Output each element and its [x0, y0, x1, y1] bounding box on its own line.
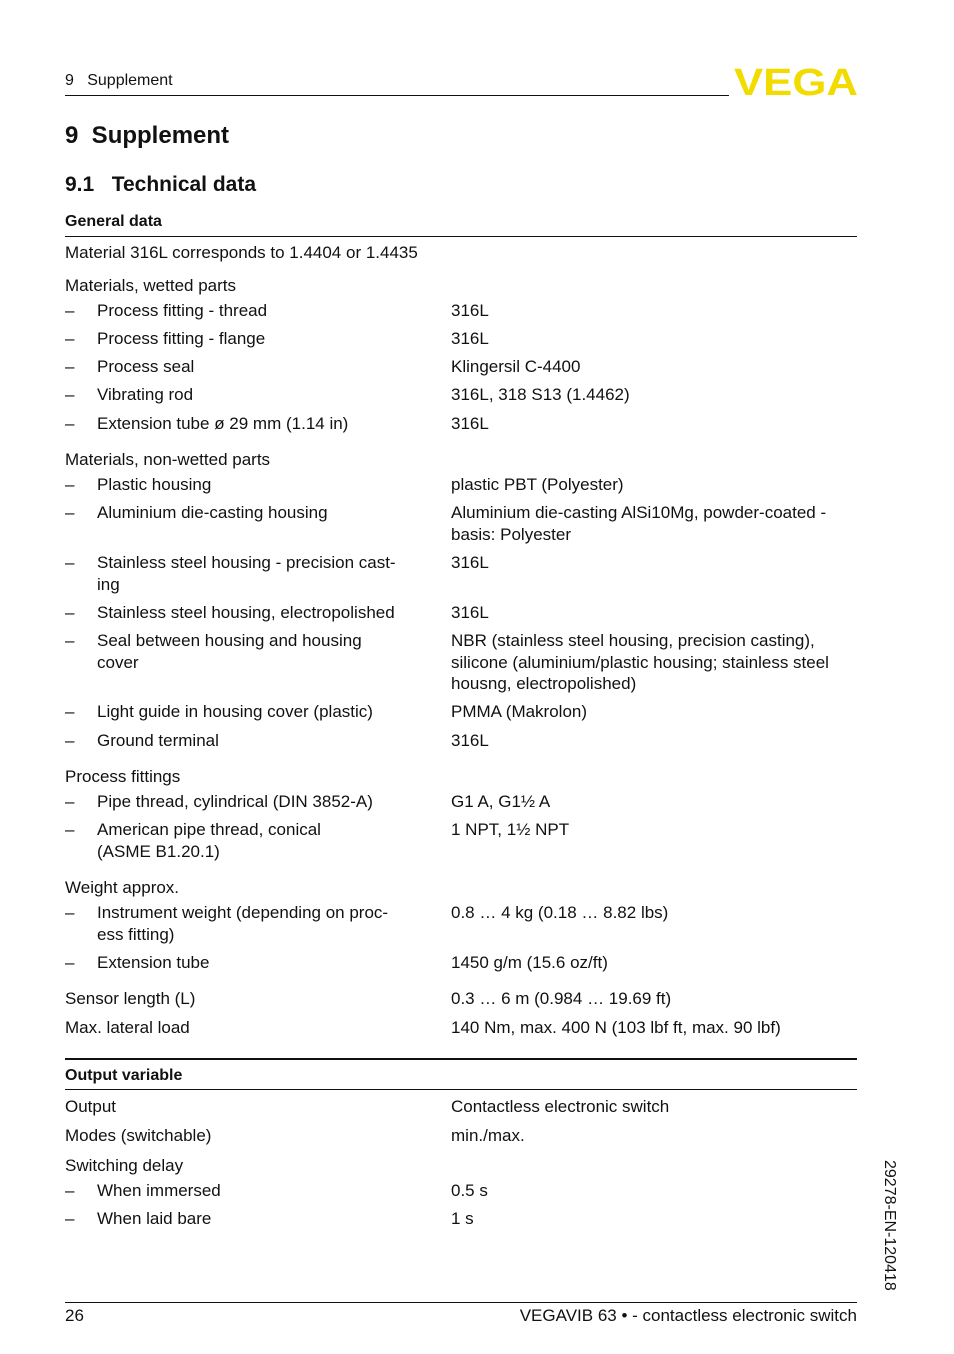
weight-label: Weight approx.: [65, 878, 180, 897]
item-label: Extension tube ø 29 mm (1.14 in): [97, 414, 349, 433]
dash: –: [65, 475, 75, 494]
item-label: Process fitting - thread: [97, 301, 268, 320]
item-label: Vibrating rod: [97, 385, 194, 404]
item-value: 316L: [451, 329, 489, 348]
item-label: Ground terminal: [97, 731, 219, 750]
wetted-parts-label: Materials, wetted parts: [65, 276, 237, 295]
item-value: 316L: [451, 603, 489, 622]
dash: –: [65, 792, 75, 811]
item-value: plastic PBT (Polyester): [451, 475, 624, 494]
item-value: 316L, 318 S13 (1.4462): [451, 385, 630, 404]
item-label: Stainless steel housing, electropolished: [97, 603, 395, 622]
dash: –: [65, 1209, 75, 1228]
item-value: 0.8 … 4 kg (0.18 … 8.82 lbs): [451, 903, 669, 922]
non-wetted-parts-label: Materials, non-wetted parts: [65, 450, 271, 469]
item-value: 1450 g/m (15.6 oz/ft): [451, 953, 608, 972]
item-value: 1 NPT, 1½ NPT: [451, 820, 570, 839]
footer-product: VEGAVIB 63 • - contactless electronic switch: [519, 1306, 857, 1325]
material-note: Material 316L corresponds to 1.4404 or 1.4435: [65, 243, 418, 262]
process-fittings-label: Process fittings: [65, 767, 181, 786]
item-value: G1 A, G1½ A: [451, 792, 551, 811]
dash: –: [65, 603, 75, 622]
dash: –: [65, 301, 75, 320]
dash: –: [65, 503, 75, 522]
general-data-rule: [65, 236, 857, 237]
item-label: Stainless steel housing - precision cast- ing: [97, 553, 396, 594]
chapter-title: 9 Supplement: [65, 122, 230, 149]
item-label: Aluminium die-casting housing: [97, 503, 328, 522]
dash: –: [65, 414, 75, 433]
item-label: Pipe thread, cylindrical (DIN 3852-A): [97, 792, 373, 811]
dash: –: [65, 385, 75, 404]
sensor-length-value: 0.3 … 6 m (0.984 … 19.69 ft): [451, 989, 672, 1008]
output-section-top-rule: [65, 1058, 857, 1060]
dash: –: [65, 329, 75, 348]
item-label: When laid bare: [97, 1209, 212, 1228]
logo-text: VEGA: [734, 64, 858, 98]
item-label: Process fitting - flange: [97, 329, 266, 348]
item-value: 316L: [451, 731, 489, 750]
modes-label: Modes (switchable): [65, 1126, 212, 1145]
item-label: Light guide in housing cover (plastic): [97, 702, 373, 721]
running-header: 9 Supplement: [65, 72, 173, 89]
output-variable-rule: [65, 1089, 857, 1090]
vega-logo: [734, 64, 858, 98]
document-code-text: 29278-EN-120418: [881, 1160, 898, 1291]
item-value: 316L: [451, 301, 489, 320]
output-label: Output: [65, 1097, 117, 1116]
item-value: NBR (stainless steel housing, precision casting), silicone (aluminium/plastic housing; stainless steel housng, electropolished): [451, 631, 829, 693]
item-label: Plastic housing: [97, 475, 212, 494]
dash: –: [65, 1181, 75, 1200]
dash: –: [65, 820, 75, 839]
sensor-length-label: Sensor length (L): [65, 989, 196, 1008]
dash: –: [65, 357, 75, 376]
dash: –: [65, 731, 75, 750]
item-label: When immersed: [97, 1181, 221, 1200]
item-label: Process seal: [97, 357, 195, 376]
item-value: PMMA (Makrolon): [451, 702, 588, 721]
item-label: Seal between housing and housing cover: [97, 631, 362, 672]
lateral-load-label: Max. lateral load: [65, 1018, 190, 1037]
dash: –: [65, 553, 75, 572]
dash: –: [65, 953, 75, 972]
lateral-load-value: 140 Nm, max. 400 N (103 lbf ft, max. 90 lbf): [451, 1018, 781, 1037]
output-variable-title: Output variable: [65, 1067, 183, 1084]
dash: –: [65, 631, 75, 650]
dash: –: [65, 903, 75, 922]
item-value: 316L: [451, 414, 489, 433]
section-title: 9.1 Technical data: [65, 173, 257, 196]
dash: –: [65, 702, 75, 721]
item-value: 0.5 s: [451, 1181, 488, 1200]
modes-value: min./max.: [451, 1126, 525, 1145]
item-label: Extension tube: [97, 953, 210, 972]
item-value: Aluminium die-casting AlSi10Mg, powder-coated - basis: Polyester: [451, 503, 827, 544]
output-value: Contactless electronic switch: [451, 1097, 670, 1116]
document-code: [872, 1160, 900, 1304]
page-number: 26: [65, 1306, 84, 1325]
header-rule: [65, 95, 729, 96]
item-value: 1 s: [451, 1209, 474, 1228]
general-data-title: General data: [65, 213, 162, 230]
item-value: 316L: [451, 553, 489, 572]
footer-rule: [65, 1302, 857, 1303]
item-label: Instrument weight (depending on proc- ess fitting): [97, 903, 389, 944]
item-label: American pipe thread, conical (ASME B1.20.1): [97, 820, 321, 861]
item-value: Klingersil C-4400: [451, 357, 581, 376]
switching-delay-label: Switching delay: [65, 1156, 184, 1175]
